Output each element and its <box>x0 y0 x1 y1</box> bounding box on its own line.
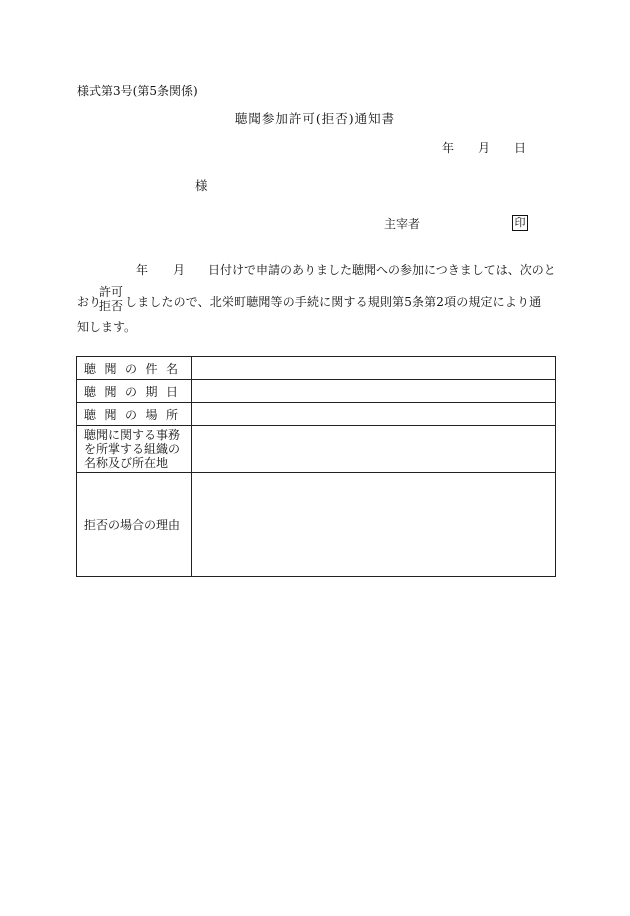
body-month-label: 月 <box>173 263 186 277</box>
table-row-reason <box>77 473 556 577</box>
date-month-label: 月 <box>478 141 491 155</box>
permit-reject-options <box>99 285 123 313</box>
row-label-reason: 拒否の場合の理由 <box>77 473 192 577</box>
row-label-hearing-place: 聴 聞 の 場 所 <box>77 403 192 426</box>
seal-mark: 印 <box>512 215 528 231</box>
document-title: 聴聞参加許可(拒否)通知書 <box>234 111 396 126</box>
table-row-hearing-name <box>77 357 556 380</box>
body-year-label: 年 <box>136 263 149 277</box>
body-line-2-text: しましたので、北栄町聴聞等の手続に関する規則第5条第2項の規定により通 <box>125 295 542 309</box>
body-line-2 <box>77 285 557 321</box>
row-label-organization: 聴聞に関する事務 を所掌する組織の 名称及び所在地 <box>77 426 192 473</box>
issuer-label: 主宰者 <box>384 217 421 231</box>
row-label-hearing-date: 聴 聞 の 期 日 <box>77 380 192 403</box>
hearing-info-table <box>76 356 556 577</box>
row-value-hearing-date <box>192 380 556 403</box>
body-line-3: 知します。 <box>77 320 137 334</box>
row-value-reason <box>192 473 556 577</box>
form-number: 様式第3号(第5条関係) <box>77 84 198 98</box>
table-row-hearing-place <box>77 403 556 426</box>
option-permit: 許可 <box>99 285 124 299</box>
issue-date <box>442 142 526 154</box>
row-label-hearing-name: 聴 聞 の 件 名 <box>77 357 192 380</box>
date-year-label: 年 <box>442 141 455 155</box>
table-row-organization <box>77 426 556 473</box>
row-value-hearing-place <box>192 403 556 426</box>
option-reject: 拒否 <box>99 299 124 313</box>
body-line-1-text: 日付けで申請のありました聴聞への参加につきましては、次のと <box>208 263 556 277</box>
date-day-label: 日 <box>514 141 527 155</box>
row-value-organization <box>192 426 556 473</box>
table-row-hearing-date <box>77 380 556 403</box>
recipient-suffix: 様 <box>195 178 208 193</box>
row-value-hearing-name <box>192 357 556 380</box>
body-line-2-lead: おり <box>77 295 102 309</box>
